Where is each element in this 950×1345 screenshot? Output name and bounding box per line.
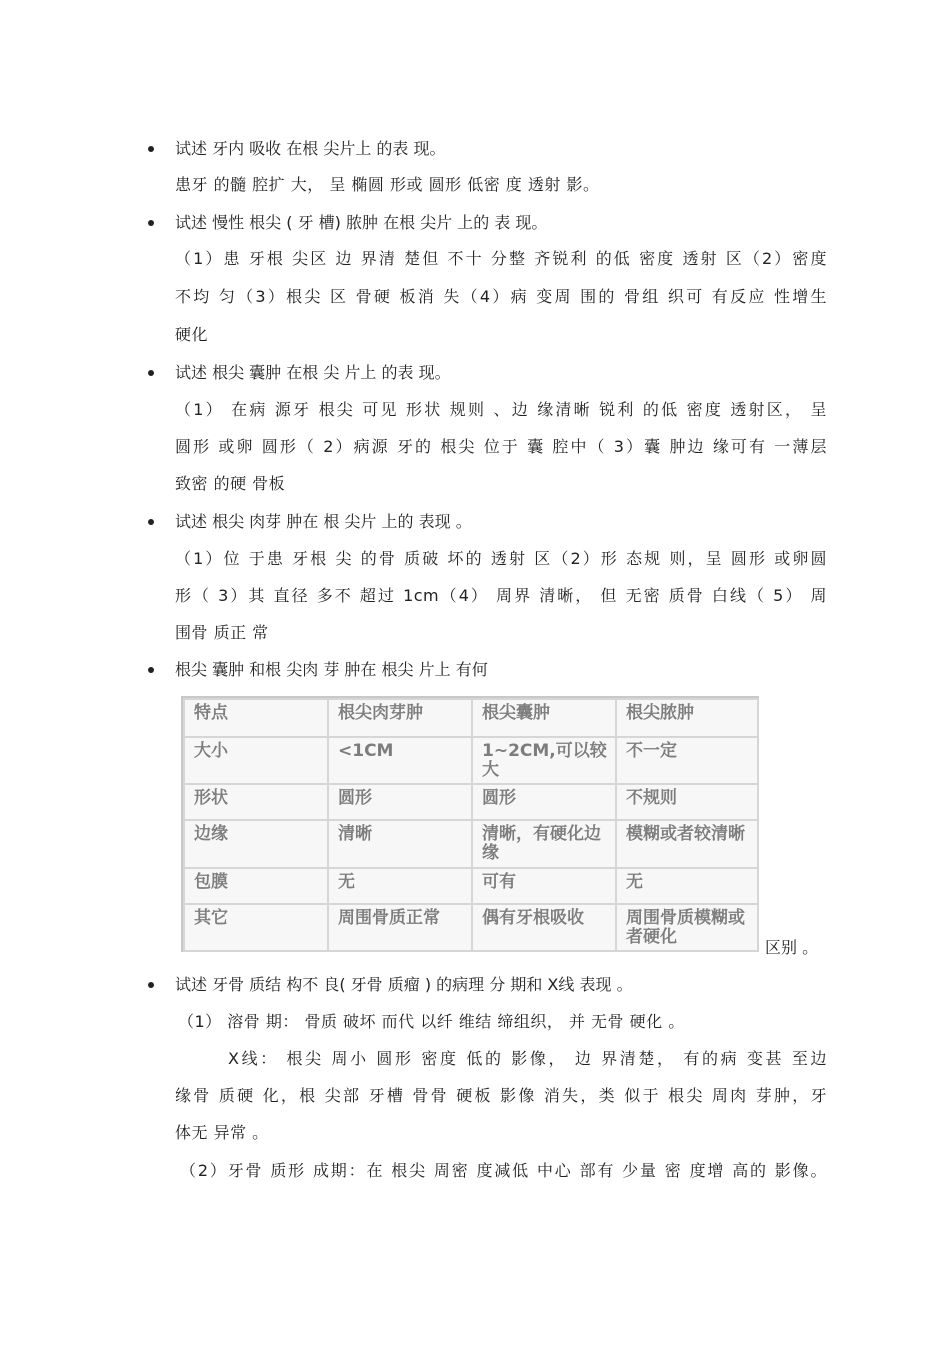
question-tail-text: 区别 。	[765, 938, 819, 957]
table-cell: 可有	[472, 868, 616, 904]
table-cell: 边缘	[184, 820, 328, 868]
table-cell: 清晰，有硬化边缘	[472, 820, 616, 868]
list-item	[148, 657, 838, 683]
table-cell: 模糊或者较清晰	[616, 820, 758, 868]
bullet-icon	[148, 146, 154, 152]
question-text: 试述 牙骨 质结 构不 良( 牙骨 质瘤 ) 的病理 分 期和 X线 表现 。	[175, 975, 633, 994]
table-cell: 其它	[184, 904, 328, 951]
question-text: 试述 慢性 根尖 ( 牙 槽) 脓肿 在根 尖片 上的 表 现。	[175, 213, 548, 232]
table-cell: 无	[328, 868, 472, 904]
question-text: 试述 根尖 肉芽 肿在 根 尖片 上的 表现 。	[175, 512, 472, 531]
question-text: 试述 根尖 囊肿 在根 尖 片上 的表 现。	[175, 363, 451, 382]
table-header-cell: 根尖脓肿	[616, 699, 758, 737]
answer-line: 硬化	[175, 325, 209, 344]
bullet-icon	[148, 667, 154, 673]
table-cell: 圆形	[328, 784, 472, 820]
answer-line: 缘骨 质硬 化，根 尖部 牙槽 骨骨 硬板 影像 消失，类 似于 根尖 周肉 芽肿，牙	[175, 1086, 827, 1105]
table-cell: 包膜	[184, 868, 328, 904]
table-cell: 周围骨质正常	[328, 904, 472, 951]
answer-line: 围骨 质正 常	[175, 623, 269, 642]
bullet-icon	[148, 370, 154, 376]
table-cell: 圆形	[472, 784, 616, 820]
table-row	[184, 820, 758, 868]
table-cell: 1~2CM,可以较大	[472, 737, 616, 784]
answer-line: X线： 根尖 周小 圆形 密度 低的 影像， 边 界清楚， 有的病 变甚 至边	[228, 1049, 827, 1068]
answer-line: 形（ 3）其 直径 多不 超过 1cm（4） 周界 清晰， 但 无密 质骨 白线（ 5） 周	[175, 586, 827, 605]
answer-line: （1）患 牙根 尖区 边 界清 楚但 不十 分整 齐锐利 的低 密度 透射 区（2）密度	[175, 249, 827, 268]
table-header-cell: 根尖囊肿	[472, 699, 616, 737]
table-cell: 周围骨质模糊或者硬化	[616, 904, 758, 951]
table-cell: 形状	[184, 784, 328, 820]
table-cell: 不一定	[616, 737, 758, 784]
list-item	[148, 972, 838, 998]
table-row	[184, 868, 758, 904]
table-row	[184, 904, 758, 951]
answer-line: 圆形 或卵 圆形（ 2）病源 牙的 根尖 位于 囊 腔中（ 3）囊 肿边 缘可有 一薄层	[175, 437, 827, 456]
answer-line: （1） 溶骨 期： 骨质 破坏 而代 以纤 维结 缔组织， 并 无骨 硬化 。	[178, 1012, 685, 1031]
bullet-icon	[148, 220, 154, 226]
table-cell: 清晰	[328, 820, 472, 868]
comparison-table-grid	[183, 698, 759, 952]
list-item	[148, 360, 838, 386]
table-cell: 大小	[184, 737, 328, 784]
bullet-icon	[148, 519, 154, 525]
list-item	[148, 136, 838, 162]
table-cell: 偶有牙根吸收	[472, 904, 616, 951]
table-header-cell: 根尖肉芽肿	[328, 699, 472, 737]
table-header-cell: 特点	[184, 699, 328, 737]
question-text: 试述 牙内 吸收 在根 尖片上 的表 现。	[175, 139, 446, 158]
table-cell: 无	[616, 868, 758, 904]
table-cell: 不规则	[616, 784, 758, 820]
answer-line: （2）牙骨 质形 成期：在 根尖 周密 度减低 中心 部有 少量 密 度增 高的 影像。	[180, 1161, 827, 1180]
answer-line: 患牙 的髓 腔扩 大， 呈 椭圆 形或 圆形 低密 度 透射 影。	[175, 175, 600, 194]
answer-line: （1） 在病 源牙 根尖 可见 形状 规则 、边 缘清晰 锐利 的低 密度 透射区， 呈	[175, 400, 827, 419]
answer-line: 致密 的硬 骨板	[175, 474, 286, 493]
table-row	[184, 737, 758, 784]
table-row	[184, 784, 758, 820]
table-cell: <1CM	[328, 737, 472, 784]
bullet-icon	[148, 982, 154, 988]
list-item	[148, 509, 838, 535]
comparison-table	[181, 696, 759, 952]
question-text: 根尖 囊肿 和根 尖肉 芽 肿在 根尖 片上 有何	[175, 660, 488, 679]
answer-line: （1）位 于患 牙根 尖 的骨 质破 坏的 透射 区（2）形 态规 则，呈 圆形 或卵圆	[175, 549, 827, 568]
answer-line: 不均 匀（3）根尖 区 骨硬 板消 失（4）病 变周 围的 骨组 织可 有反应 性增生	[175, 287, 827, 306]
table-row	[184, 699, 758, 737]
list-item	[148, 210, 838, 236]
answer-line: 体无 异常 。	[175, 1123, 269, 1142]
